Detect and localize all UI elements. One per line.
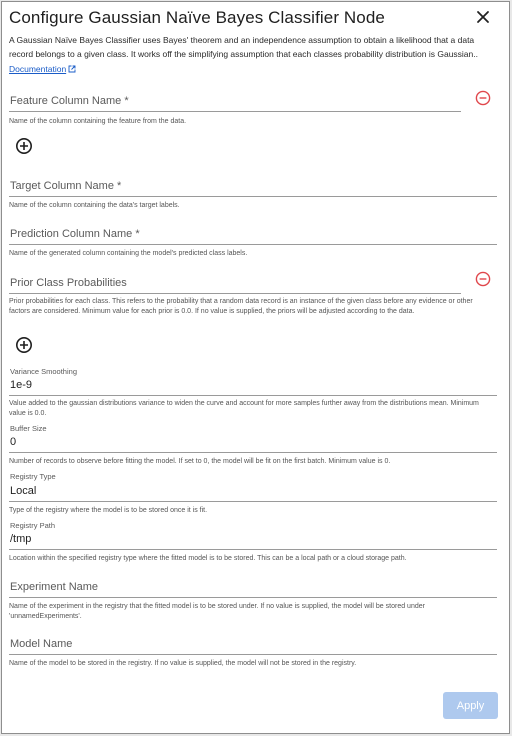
target-column-help: Name of the column containing the data's target labels. (9, 202, 180, 209)
feature-column-label: Feature Column Name * (10, 95, 129, 107)
add-circle-icon (15, 336, 33, 354)
registry-path-value[interactable]: /tmp (10, 533, 32, 545)
buffer-size-label: Buffer Size (10, 424, 47, 433)
prediction-column-label: Prediction Column Name * (10, 228, 140, 240)
model-name-input[interactable] (9, 654, 497, 655)
variance-smoothing-help: Value added to the gaussian distributions variance to widen the curve and account for more samples further away from the distributions mean. Minimum value is 0.0. (9, 400, 479, 417)
dialog-description: A Gaussian Naïve Bayes Classifier uses Bayes' theorem and an independence assumption to obtain a likelihood that a data record belongs to a given class. It works off the simplifying assumption that each classes probability distribution is Gaussian.. (9, 35, 478, 59)
buffer-size-input[interactable] (9, 452, 497, 453)
feature-column-input[interactable] (9, 111, 461, 112)
add-circle-icon (15, 137, 33, 155)
variance-smoothing-label: Variance Smoothing (10, 367, 77, 376)
registry-type-label: Registry Type (10, 472, 56, 481)
documentation-link[interactable] (9, 64, 76, 74)
registry-path-label: Registry Path (10, 521, 56, 530)
apply-button[interactable]: Apply (443, 692, 498, 719)
prior-class-probabilities-label: Prior Class Probabilities (10, 277, 127, 289)
feature-column-help: Name of the column containing the feature from the data. (9, 118, 187, 125)
variance-smoothing-input[interactable] (9, 395, 497, 396)
registry-type-help: Type of the registry where the model is to be stored once it is fit. (9, 507, 208, 514)
buffer-size-value[interactable]: 0 (10, 436, 17, 448)
registry-type-select[interactable] (9, 501, 497, 502)
remove-feature-column-button[interactable] (475, 90, 491, 111)
prediction-column-help: Name of the generated column containing the model's predicted class labels. (9, 250, 248, 257)
buffer-size-help: Number of records to observe before fitting the model. If set to 0, the model will be fit on the first batch. Minimum value is 0. (9, 458, 391, 465)
configure-node-dialog (1, 1, 510, 734)
prediction-column-input[interactable] (9, 244, 497, 245)
variance-smoothing-value[interactable]: 1e-9 (10, 379, 33, 391)
experiment-name-label: Experiment Name (10, 581, 99, 593)
model-name-help: Name of the model to be stored in the registry. If no value is supplied, the model will not be stored in the registry. (9, 660, 357, 667)
registry-path-input[interactable] (9, 549, 497, 550)
target-column-input[interactable] (9, 196, 497, 197)
remove-circle-icon (475, 90, 491, 106)
target-column-label: Target Column Name * (10, 180, 122, 192)
prior-class-probabilities-input[interactable] (9, 293, 461, 294)
prior-class-probabilities-help: Prior probabilities for each class. This refers to the probability that a random data record is an instance of the given class before any evidence or other factors are considered. Minimum value for each prior is 0.0. If no value is supplied, the priors will be adjusted according to the data. (9, 298, 473, 315)
experiment-name-input[interactable] (9, 597, 497, 598)
remove-prior-class-button[interactable] (475, 271, 491, 292)
experiment-name-help: Name of the experiment in the registry that the fitted model is to be stored under. If no value is supplied, the model will be stored under 'unnamedExperiments'. (9, 603, 425, 620)
documentation-link-label[interactable]: Documentation (9, 64, 67, 74)
model-name-label: Model Name (10, 638, 73, 650)
registry-path-help: Location within the specified registry type where the fitted model is to be stored. This can be a local path or a cloud storage path. (9, 555, 407, 562)
dialog-title: Configure Gaussian Naïve Bayes Classifier Node (9, 8, 385, 27)
close-icon[interactable] (472, 6, 494, 28)
add-prior-class-button[interactable] (15, 336, 33, 359)
registry-type-value[interactable]: Local (10, 485, 37, 497)
add-feature-column-button[interactable] (15, 137, 33, 160)
external-link-icon (68, 65, 76, 73)
remove-circle-icon (475, 271, 491, 287)
